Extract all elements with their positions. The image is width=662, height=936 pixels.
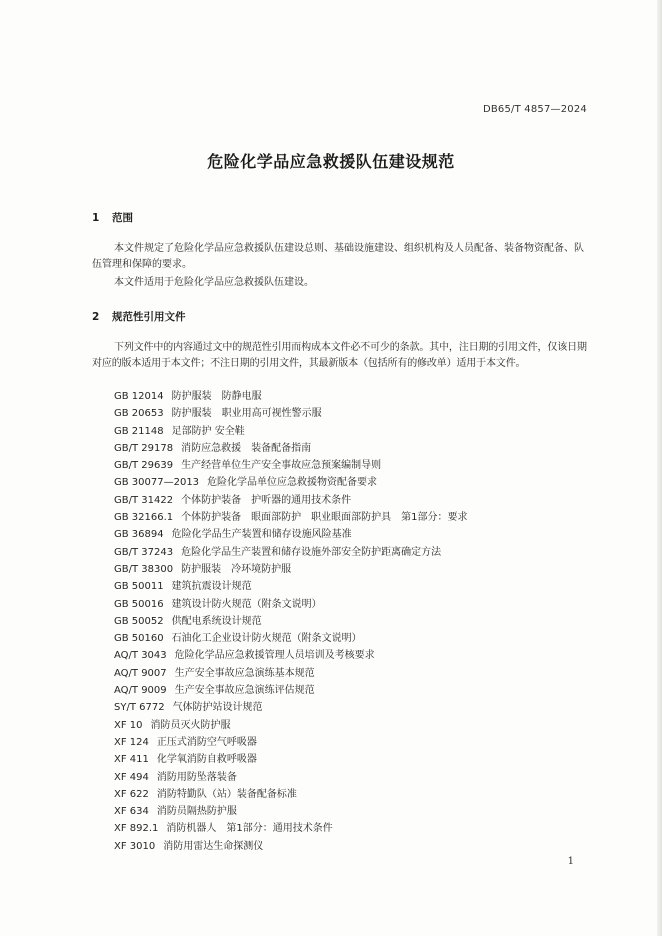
reference-code: GB/T 29639 bbox=[114, 460, 174, 472]
reference-title: 个体防护装备 护听器的通用技术条件 bbox=[181, 494, 352, 506]
reference-code: GB 36894 bbox=[114, 529, 164, 541]
reference-item bbox=[114, 388, 468, 405]
reference-item bbox=[114, 734, 468, 751]
reference-title: 气体防护站设计规范 bbox=[172, 702, 263, 714]
reference-title: 足部防护 安全鞋 bbox=[171, 425, 245, 437]
scope-applicability-paragraph: 本文件适用于危险化学品应急救援队伍建设。 bbox=[114, 277, 314, 288]
reference-item bbox=[114, 647, 468, 664]
reference-title: 危险化学品单位应急救援物资配备要求 bbox=[207, 477, 378, 489]
reference-title: 防护服装 防静电服 bbox=[171, 391, 262, 402]
reference-code: AQ/T 9009 bbox=[114, 685, 167, 697]
reference-item bbox=[114, 665, 468, 682]
reference-item bbox=[114, 838, 468, 855]
reference-title: 生产安全事故应急演练基本规范 bbox=[174, 667, 315, 679]
reference-title: 消防用防坠落装备 bbox=[156, 771, 237, 783]
reference-item bbox=[114, 440, 468, 457]
reference-item bbox=[114, 526, 468, 543]
reference-item bbox=[114, 596, 468, 613]
reference-item bbox=[114, 699, 468, 716]
reference-code: GB 50160 bbox=[114, 633, 164, 645]
reference-code: AQ/T 3043 bbox=[114, 650, 167, 662]
reference-code: XF 3010 bbox=[114, 840, 156, 852]
reference-code: GB 30077—2013 bbox=[114, 477, 200, 489]
reference-item bbox=[114, 769, 468, 786]
reference-item bbox=[114, 474, 468, 491]
reference-item bbox=[114, 405, 468, 422]
reference-code: XF 411 bbox=[114, 754, 149, 766]
reference-code: XF 892.1 bbox=[114, 823, 159, 835]
reference-code: GB/T 29178 bbox=[114, 442, 174, 454]
reference-code: SY/T 6772 bbox=[114, 702, 165, 714]
reference-item bbox=[114, 509, 468, 526]
reference-item bbox=[114, 630, 468, 647]
reference-item bbox=[114, 786, 468, 803]
document-title: 危险化学品应急救援队伍建设规范 bbox=[207, 152, 455, 171]
reference-title: 危险化学品生产装置和储存设施风险基准 bbox=[171, 529, 352, 541]
reference-title: 防护服装 冷环境防护服 bbox=[181, 563, 292, 575]
reference-title: 防护服装 职业用高可视性警示服 bbox=[171, 408, 322, 420]
reference-item bbox=[114, 820, 468, 837]
reference-title: 危险化学品生产装置和储存设施外部安全防护距离确定方法 bbox=[181, 546, 442, 558]
reference-title: 危险化学品应急救援管理人员培训及考核要求 bbox=[174, 650, 375, 662]
reference-title: 消防应急救援 装备配备指南 bbox=[181, 442, 312, 454]
page-number: 1 bbox=[567, 856, 574, 867]
reference-item bbox=[114, 423, 468, 440]
reference-title: 建筑设计防火规范（附条文说明） bbox=[171, 598, 322, 610]
reference-code: GB/T 37243 bbox=[114, 546, 174, 558]
reference-item bbox=[114, 717, 468, 734]
reference-item bbox=[114, 751, 468, 768]
reference-code: GB 20653 bbox=[114, 408, 164, 420]
reference-code: GB 50016 bbox=[114, 598, 164, 610]
reference-title: 消防特勤队（站）装备配备标准 bbox=[156, 788, 297, 800]
reference-title: 个体防护装备 眼面部防护 职业眼面部防护具 第1部分：要求 bbox=[181, 512, 468, 524]
reference-code: GB/T 31422 bbox=[114, 494, 174, 506]
reference-code: GB 50011 bbox=[114, 581, 164, 593]
section-heading-scope bbox=[92, 210, 133, 225]
reference-title: 消防员灭火防护服 bbox=[150, 719, 231, 731]
reference-item bbox=[114, 613, 468, 630]
reference-list bbox=[114, 388, 468, 855]
references-intro-paragraph: 下列文件中的内容通过文中的规范性引用而构成本文件必不可少的条款。其中，注日期的引用文件，仅该日期对应的版本适用于本文件；不注日期的引用文件，其最新版本（包括所有的修改单）适用于本文件。 bbox=[92, 342, 587, 369]
reference-code: XF 494 bbox=[114, 771, 149, 783]
section-title: 范围 bbox=[112, 212, 133, 224]
reference-item bbox=[114, 561, 468, 578]
reference-title: 消防机器人 第1部分：通用技术条件 bbox=[166, 823, 333, 835]
reference-title: 生产安全事故应急演练评估规范 bbox=[174, 685, 315, 697]
document-number: DB65/T 4857—2024 bbox=[482, 104, 587, 115]
reference-code: GB 12014 bbox=[114, 391, 164, 402]
reference-code: GB 21148 bbox=[114, 425, 164, 437]
section-number: 2 bbox=[92, 311, 100, 323]
reference-code: XF 124 bbox=[114, 736, 149, 748]
reference-title: 供配电系统设计规范 bbox=[171, 615, 262, 627]
reference-title: 生产经营单位生产安全事故应急预案编制导则 bbox=[181, 460, 382, 472]
reference-item bbox=[114, 682, 468, 699]
reference-item bbox=[114, 492, 468, 509]
reference-title: 化学氧消防自救呼吸器 bbox=[156, 754, 257, 766]
reference-code: XF 10 bbox=[114, 719, 143, 731]
section-number: 1 bbox=[92, 212, 100, 224]
reference-item bbox=[114, 457, 468, 474]
reference-code: GB 32166.1 bbox=[114, 512, 174, 524]
reference-code: XF 622 bbox=[114, 788, 149, 800]
reference-title: 消防员隔热防护服 bbox=[156, 806, 237, 818]
scope-paragraph: 本文件规定了危险化学品应急救援队伍建设总则、基础设施建设、组织机构及人员配备、装备物资配备、队伍管理和保障的要求。 bbox=[92, 243, 584, 270]
reference-code: XF 634 bbox=[114, 806, 149, 818]
section-heading-normative-references bbox=[92, 309, 186, 324]
reference-code: GB/T 38300 bbox=[114, 563, 174, 575]
section-title: 规范性引用文件 bbox=[112, 311, 186, 323]
reference-title: 建筑抗震设计规范 bbox=[171, 581, 252, 593]
reference-item bbox=[114, 803, 468, 820]
reference-item bbox=[114, 578, 468, 595]
reference-item bbox=[114, 544, 468, 561]
reference-title: 石油化工企业设计防火规范（附条文说明） bbox=[171, 633, 362, 645]
reference-code: GB 50052 bbox=[114, 615, 164, 627]
page-edge-shadow bbox=[657, 0, 662, 936]
reference-title: 正压式消防空气呼吸器 bbox=[156, 736, 257, 748]
reference-code: AQ/T 9007 bbox=[114, 667, 167, 679]
reference-title: 消防用雷达生命探测仪 bbox=[163, 840, 264, 852]
